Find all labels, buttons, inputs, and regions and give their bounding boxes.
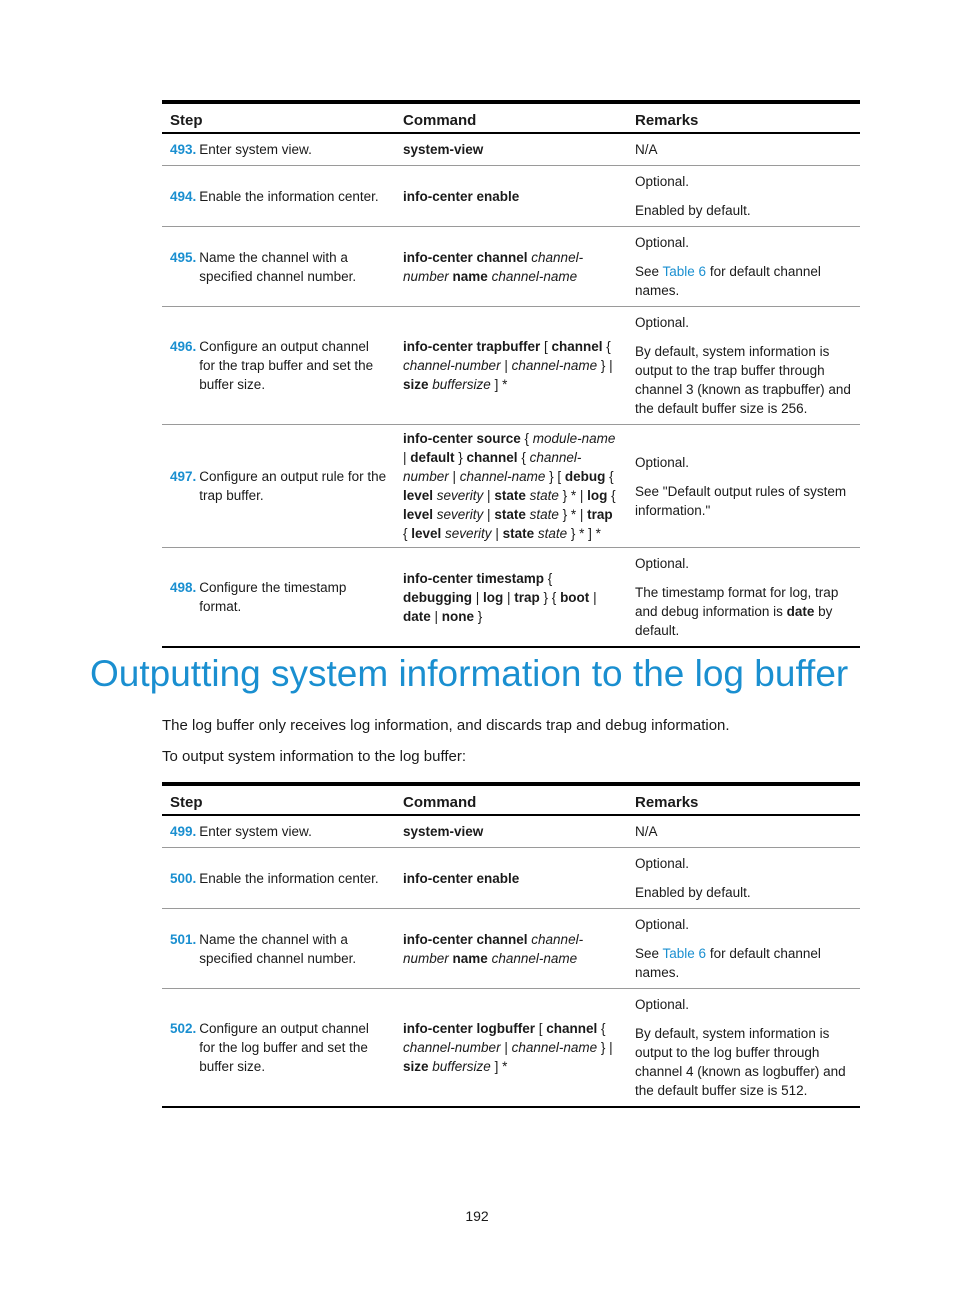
header-command: Command bbox=[403, 794, 477, 811]
text-segment: Optional. bbox=[635, 997, 690, 1012]
text-segment: See bbox=[635, 264, 663, 279]
table-row bbox=[162, 133, 860, 166]
command-keyword: boot bbox=[560, 589, 590, 605]
remarks-paragraph bbox=[635, 993, 852, 1016]
step-number: 498. bbox=[170, 580, 197, 595]
command-argument: channel-number bbox=[403, 931, 584, 966]
command-keyword: state bbox=[494, 488, 530, 503]
remarks-cell bbox=[627, 548, 860, 648]
command-cell bbox=[395, 307, 627, 425]
command-argument: severity bbox=[436, 488, 484, 503]
text-segment: N/A bbox=[635, 824, 658, 839]
command-keyword: debug bbox=[564, 469, 606, 484]
command-cell bbox=[395, 133, 627, 166]
text-segment: { bbox=[520, 431, 533, 446]
step-description: Configure an output channel for the trap buffer and set the buffer size. bbox=[199, 339, 374, 392]
step-number: 499. bbox=[170, 824, 197, 839]
text-segment: Optional. bbox=[635, 454, 690, 470]
header-remarks: Remarks bbox=[635, 794, 699, 811]
table-reference-link[interactable]: Table 6 bbox=[662, 946, 707, 961]
command-keyword: state bbox=[502, 526, 538, 541]
table-row bbox=[162, 166, 860, 227]
remarks-paragraph bbox=[635, 881, 852, 904]
text-segment: ] * bbox=[490, 1059, 508, 1074]
command-argument: channel-number bbox=[403, 249, 584, 284]
table-row bbox=[162, 227, 860, 307]
text-segment: | bbox=[483, 507, 495, 522]
command-argument: channel-name bbox=[511, 358, 598, 373]
remarks-paragraph bbox=[635, 138, 852, 161]
remarks-cell bbox=[627, 425, 860, 548]
step-cell bbox=[162, 909, 395, 989]
step-cell bbox=[162, 848, 395, 909]
step-description: Configure an output rule for the trap buffer. bbox=[199, 469, 387, 503]
remarks-paragraph bbox=[635, 942, 852, 984]
command-argument: channel-name bbox=[491, 950, 578, 966]
text-segment: [ bbox=[535, 1021, 547, 1036]
section-heading: Outputting system information to the log buffer bbox=[90, 653, 849, 694]
command-argument: state bbox=[529, 507, 559, 522]
text-segment: By default, system information is output to the trap buffer through channel 3 (known as trapbuffer) and the default buffer size is 256. bbox=[635, 344, 851, 416]
command-keyword: date bbox=[403, 608, 431, 624]
text-segment: { bbox=[403, 526, 412, 541]
command-keyword: none bbox=[441, 608, 475, 624]
command-keyword: level bbox=[411, 526, 446, 541]
text-segment: | bbox=[589, 589, 597, 605]
table-header-row bbox=[162, 102, 860, 133]
command-keyword: info-center channel bbox=[403, 249, 532, 265]
remarks-paragraph bbox=[635, 231, 852, 254]
text-segment: { bbox=[597, 1021, 606, 1036]
command-keyword: name bbox=[452, 950, 492, 966]
table-row bbox=[162, 848, 860, 909]
step-description: Configure an output channel for the log buffer and set the buffer size. bbox=[199, 1021, 369, 1074]
command-argument: channel-number bbox=[403, 358, 501, 373]
text-segment: By default, system information is output to the log buffer through channel 4 (known as logbuffer) and the default buffer size is 512. bbox=[635, 1026, 846, 1098]
command-keyword: name bbox=[452, 268, 492, 284]
table-row bbox=[162, 989, 860, 1108]
command-keyword: info-center timestamp bbox=[403, 570, 545, 586]
step-number: 502. bbox=[170, 1021, 197, 1036]
step-description: Name the channel with a specified channel number. bbox=[199, 249, 357, 284]
command-keyword: info-center enable bbox=[403, 188, 520, 204]
text-segment: Optional. bbox=[635, 174, 690, 189]
text-segment: ] * bbox=[490, 377, 508, 392]
remarks-paragraph bbox=[635, 581, 852, 642]
command-cell bbox=[395, 989, 627, 1108]
command-keyword: system-view bbox=[403, 824, 484, 839]
command-argument: channel-name bbox=[511, 1040, 598, 1055]
step-number: 500. bbox=[170, 870, 197, 886]
text-segment: | bbox=[430, 608, 442, 624]
text-segment: by default. bbox=[635, 604, 833, 638]
command-cell bbox=[395, 815, 627, 848]
command-cell bbox=[395, 548, 627, 648]
text-segment: | bbox=[448, 469, 460, 484]
command-keyword: channel bbox=[546, 1021, 598, 1036]
step-number: 501. bbox=[170, 931, 197, 947]
text-segment: for default channel names. bbox=[635, 946, 821, 980]
command-keyword: info-center trapbuffer bbox=[403, 339, 541, 354]
step-cell bbox=[162, 425, 395, 548]
command-keyword: system-view bbox=[403, 142, 484, 157]
remarks-paragraph bbox=[635, 340, 852, 420]
command-keyword: debugging bbox=[403, 589, 472, 605]
text-segment: for default channel names. bbox=[635, 264, 821, 298]
text-segment: [ bbox=[540, 339, 552, 354]
step-number: 493. bbox=[170, 142, 197, 157]
step-description: Enter system view. bbox=[199, 824, 312, 839]
step-number: 497. bbox=[170, 469, 197, 484]
text-segment: See "Default output rules of system information." bbox=[635, 483, 847, 518]
intro-paragraph: The log buffer only receives log information, and discards trap and debug information. bbox=[162, 717, 730, 734]
page-number: 192 bbox=[465, 1208, 489, 1224]
remarks-cell bbox=[627, 307, 860, 425]
command-keyword: level bbox=[403, 488, 437, 503]
command-keyword: size bbox=[403, 377, 433, 392]
remarks-cell bbox=[627, 166, 860, 227]
command-keyword: trap bbox=[514, 589, 540, 605]
header-step: Step bbox=[170, 794, 203, 811]
remarks-cell bbox=[627, 227, 860, 307]
command-argument: channel-name bbox=[491, 268, 578, 284]
text-segment: Optional. bbox=[635, 235, 690, 250]
remarks-cell bbox=[627, 848, 860, 909]
command-cell bbox=[395, 166, 627, 227]
command-argument: buffersize bbox=[432, 377, 491, 392]
command-keyword: log bbox=[483, 589, 504, 605]
command-keyword: log bbox=[587, 488, 608, 503]
command-keyword: channel bbox=[551, 339, 603, 354]
step-description: Name the channel with a specified channel number. bbox=[199, 931, 357, 966]
table-reference-link[interactable]: Table 6 bbox=[662, 264, 707, 279]
step-cell bbox=[162, 989, 395, 1108]
command-argument: channel-number bbox=[403, 1040, 501, 1055]
text-segment: Optional. bbox=[635, 917, 690, 932]
remarks-paragraph bbox=[635, 451, 852, 474]
text-segment: { bbox=[544, 570, 553, 586]
step-cell bbox=[162, 133, 395, 166]
remarks-paragraph bbox=[635, 852, 852, 875]
command-keyword: default bbox=[410, 450, 455, 465]
remarks-paragraph bbox=[635, 199, 852, 222]
command-cell bbox=[395, 227, 627, 307]
command-keyword: info-center logbuffer bbox=[403, 1021, 535, 1036]
text-segment: } bbox=[474, 608, 483, 624]
command-argument: severity bbox=[445, 526, 492, 541]
text-segment: } * | bbox=[558, 507, 588, 522]
text-segment: | bbox=[491, 526, 503, 541]
text-segment: | bbox=[471, 589, 483, 605]
text-segment: } [ bbox=[545, 469, 565, 484]
command-argument: state bbox=[537, 526, 568, 541]
step-description: Enable the information center. bbox=[199, 870, 379, 886]
table-header-row bbox=[162, 784, 860, 815]
command-argument: module-name bbox=[532, 431, 616, 446]
text-segment: | bbox=[403, 450, 411, 465]
lead-paragraph: To output system information to the log buffer: bbox=[162, 748, 467, 765]
text-segment: | bbox=[503, 589, 515, 605]
text-segment: { bbox=[517, 450, 530, 465]
remarks-cell bbox=[627, 989, 860, 1108]
command-table-log-buffer bbox=[162, 782, 860, 1108]
table-row bbox=[162, 548, 860, 648]
text-segment: } | bbox=[597, 358, 613, 373]
command-cell bbox=[395, 425, 627, 548]
command-keyword: info-center channel bbox=[403, 931, 532, 947]
text-segment: Enabled by default. bbox=[635, 203, 751, 218]
remarks-cell bbox=[627, 909, 860, 989]
command-keyword: state bbox=[494, 507, 530, 522]
step-description: Enter system view. bbox=[199, 142, 312, 157]
remarks-paragraph bbox=[635, 260, 852, 302]
text-segment: Enabled by default. bbox=[635, 885, 751, 900]
command-keyword: trap bbox=[587, 507, 613, 522]
step-cell bbox=[162, 307, 395, 425]
command-keyword: date bbox=[786, 604, 815, 619]
remarks-paragraph bbox=[635, 1022, 852, 1102]
text-segment: Optional. bbox=[635, 556, 690, 571]
remarks-cell bbox=[627, 815, 860, 848]
step-description: Configure the timestamp format. bbox=[199, 580, 347, 614]
remarks-paragraph bbox=[635, 480, 852, 522]
command-argument: channel-name bbox=[459, 469, 546, 484]
remarks-paragraph bbox=[635, 913, 852, 936]
text-segment: { bbox=[605, 469, 614, 484]
text-segment: } | bbox=[597, 1040, 613, 1055]
command-keyword: info-center source bbox=[403, 431, 521, 446]
remarks-paragraph bbox=[635, 820, 852, 843]
text-segment: Optional. bbox=[635, 315, 690, 330]
header-remarks: Remarks bbox=[635, 112, 699, 129]
command-argument: buffersize bbox=[432, 1059, 491, 1074]
step-description: Enable the information center. bbox=[199, 188, 379, 204]
step-number: 494. bbox=[170, 188, 197, 204]
command-keyword: channel bbox=[466, 450, 518, 465]
table-row bbox=[162, 425, 860, 548]
remarks-paragraph bbox=[635, 311, 852, 334]
table-row bbox=[162, 815, 860, 848]
remarks-paragraph bbox=[635, 552, 852, 575]
step-number: 495. bbox=[170, 249, 197, 265]
command-cell bbox=[395, 909, 627, 989]
step-number: 496. bbox=[170, 339, 197, 354]
text-segment: } { bbox=[539, 589, 561, 605]
header-step: Step bbox=[170, 112, 203, 129]
command-argument: severity bbox=[436, 507, 484, 522]
remarks-paragraph bbox=[635, 170, 852, 193]
text-segment: | bbox=[500, 1040, 512, 1055]
command-argument: state bbox=[529, 488, 559, 503]
command-keyword: level bbox=[403, 507, 437, 522]
remarks-cell bbox=[627, 133, 860, 166]
text-segment: } * ] * bbox=[567, 526, 601, 541]
step-cell bbox=[162, 815, 395, 848]
text-segment: | bbox=[500, 358, 512, 373]
command-cell bbox=[395, 848, 627, 909]
text-segment: See bbox=[635, 946, 663, 961]
table-row bbox=[162, 307, 860, 425]
text-segment: The timestamp format for log, trap and debug information is bbox=[635, 585, 839, 619]
text-segment: } bbox=[454, 450, 467, 465]
text-segment: N/A bbox=[635, 142, 658, 157]
command-argument: channel-number bbox=[403, 450, 582, 484]
command-keyword: info-center enable bbox=[403, 870, 520, 886]
step-cell bbox=[162, 548, 395, 648]
text-segment: { bbox=[602, 339, 611, 354]
step-cell bbox=[162, 166, 395, 227]
text-segment: { bbox=[607, 488, 616, 503]
command-table-trap-buffer bbox=[162, 100, 860, 648]
text-segment: Optional. bbox=[635, 856, 690, 871]
table-row bbox=[162, 909, 860, 989]
step-cell bbox=[162, 227, 395, 307]
command-keyword: size bbox=[403, 1059, 433, 1074]
text-segment: } * | bbox=[558, 488, 588, 503]
text-segment: | bbox=[483, 488, 495, 503]
header-command: Command bbox=[403, 112, 477, 129]
